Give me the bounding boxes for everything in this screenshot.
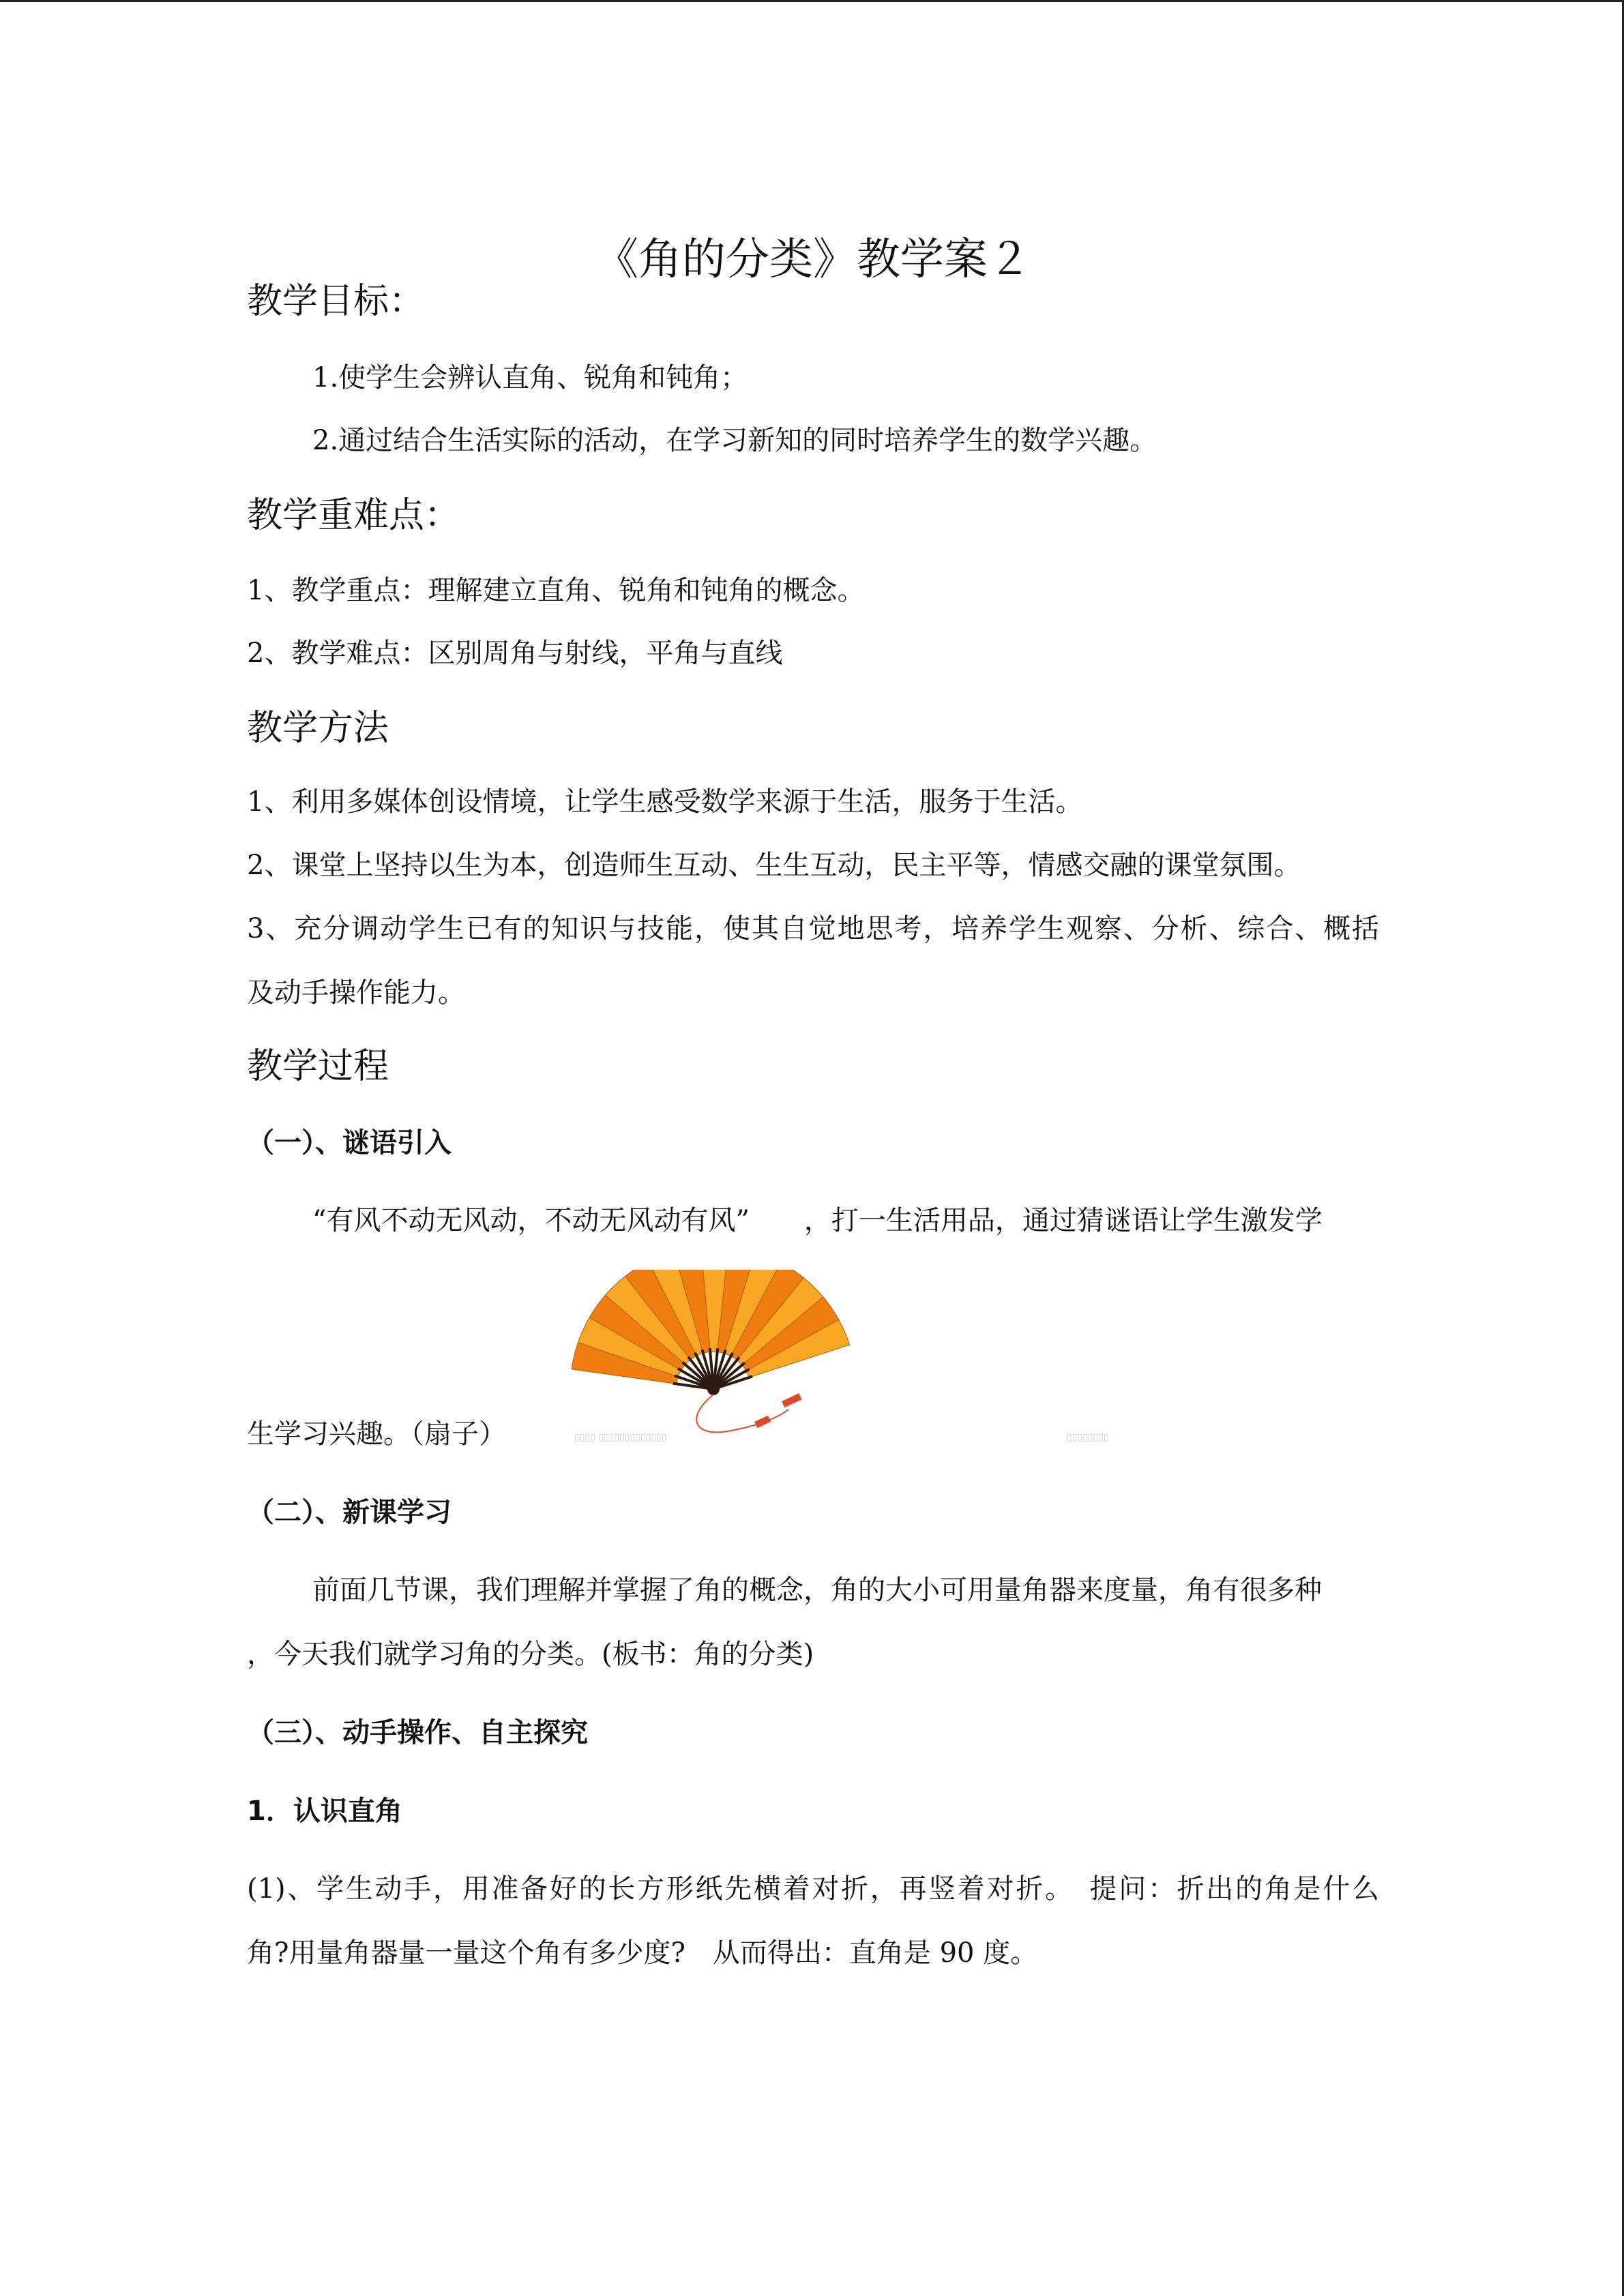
riddle-tail: 生学习兴趣。（扇子）	[247, 1418, 506, 1450]
fan-icon	[572, 1270, 850, 1432]
part2-heading: （二）、新课学习	[247, 1497, 452, 1528]
riddle-line: “有风不动无风动，不动无风动有风” ，打一生活用品，通过猜谜语让学生激发学	[312, 1205, 1323, 1236]
process-heading: 教学过程	[247, 1046, 389, 1087]
image-watermark-left: ▯▯▯▯ ▯▯▯▯▯▯▯▯▯▯▯▯▯	[574, 1432, 667, 1443]
document-title: 《角的分类》教学案２	[595, 234, 1031, 285]
method-item-2: 2、课堂上坚持以生为本，创造师生互动、生生互动，民主平等，情感交融的课堂氛围。	[247, 850, 1301, 881]
key-point-item-1: 1、教学重点：理解建立直角、锐角和钝角的概念。	[247, 575, 865, 606]
method-item-3: 3、充分调动学生已有的知识与技能，使其自觉地思考，培养学生观察、分析、综合、概括	[247, 913, 1379, 944]
part3-heading: （三）、动手操作、自主探究	[247, 1717, 588, 1748]
part2-line-1: 前面几节课，我们理解并掌握了角的概念，角的大小可用量角器来度量，角有很多种	[312, 1575, 1322, 1606]
fan-tassel	[782, 1393, 802, 1407]
right-angle-heading: 1．认识直角	[247, 1795, 402, 1827]
part2-line-2: ，今天我们就学习角的分类。(板书：角的分类)	[247, 1639, 814, 1670]
key-points-heading: 教学重难点：	[247, 495, 460, 536]
page-top-border	[0, 0, 1624, 2]
key-point-item-2: 2、教学难点：区别周角与射线，平角与直线	[247, 638, 783, 669]
objectives-heading: 教学目标：	[247, 281, 425, 322]
method-item-3-cont: 及动手操作能力。	[247, 977, 465, 1009]
part1-heading: （一）、谜语引入	[247, 1127, 452, 1159]
right-angle-line-2: 角?用量角器量一量这个角有多少度? 从而得出：直角是 90 度。	[247, 1937, 1038, 1969]
image-watermark-right: ▯▯▯▯▯▯▯▯	[1067, 1432, 1109, 1443]
method-item-1: 1、利用多媒体创设情境，让学生感受数学来源于生活，服务于生活。	[247, 786, 1083, 818]
objective-item-1: 1.使学生会辨认直角、锐角和钝角；	[312, 362, 748, 393]
methods-heading: 教学方法	[247, 708, 389, 749]
fan-hub	[707, 1383, 720, 1395]
right-angle-line-1: (1)、学生动手，用准备好的长方形纸先横着对折，再竖着对折。 提问：折出的角是什么	[247, 1873, 1379, 1905]
objective-item-2: 2.通过结合生活实际的活动，在学习新知的同时培养学生的数学兴趣。	[312, 425, 1157, 456]
